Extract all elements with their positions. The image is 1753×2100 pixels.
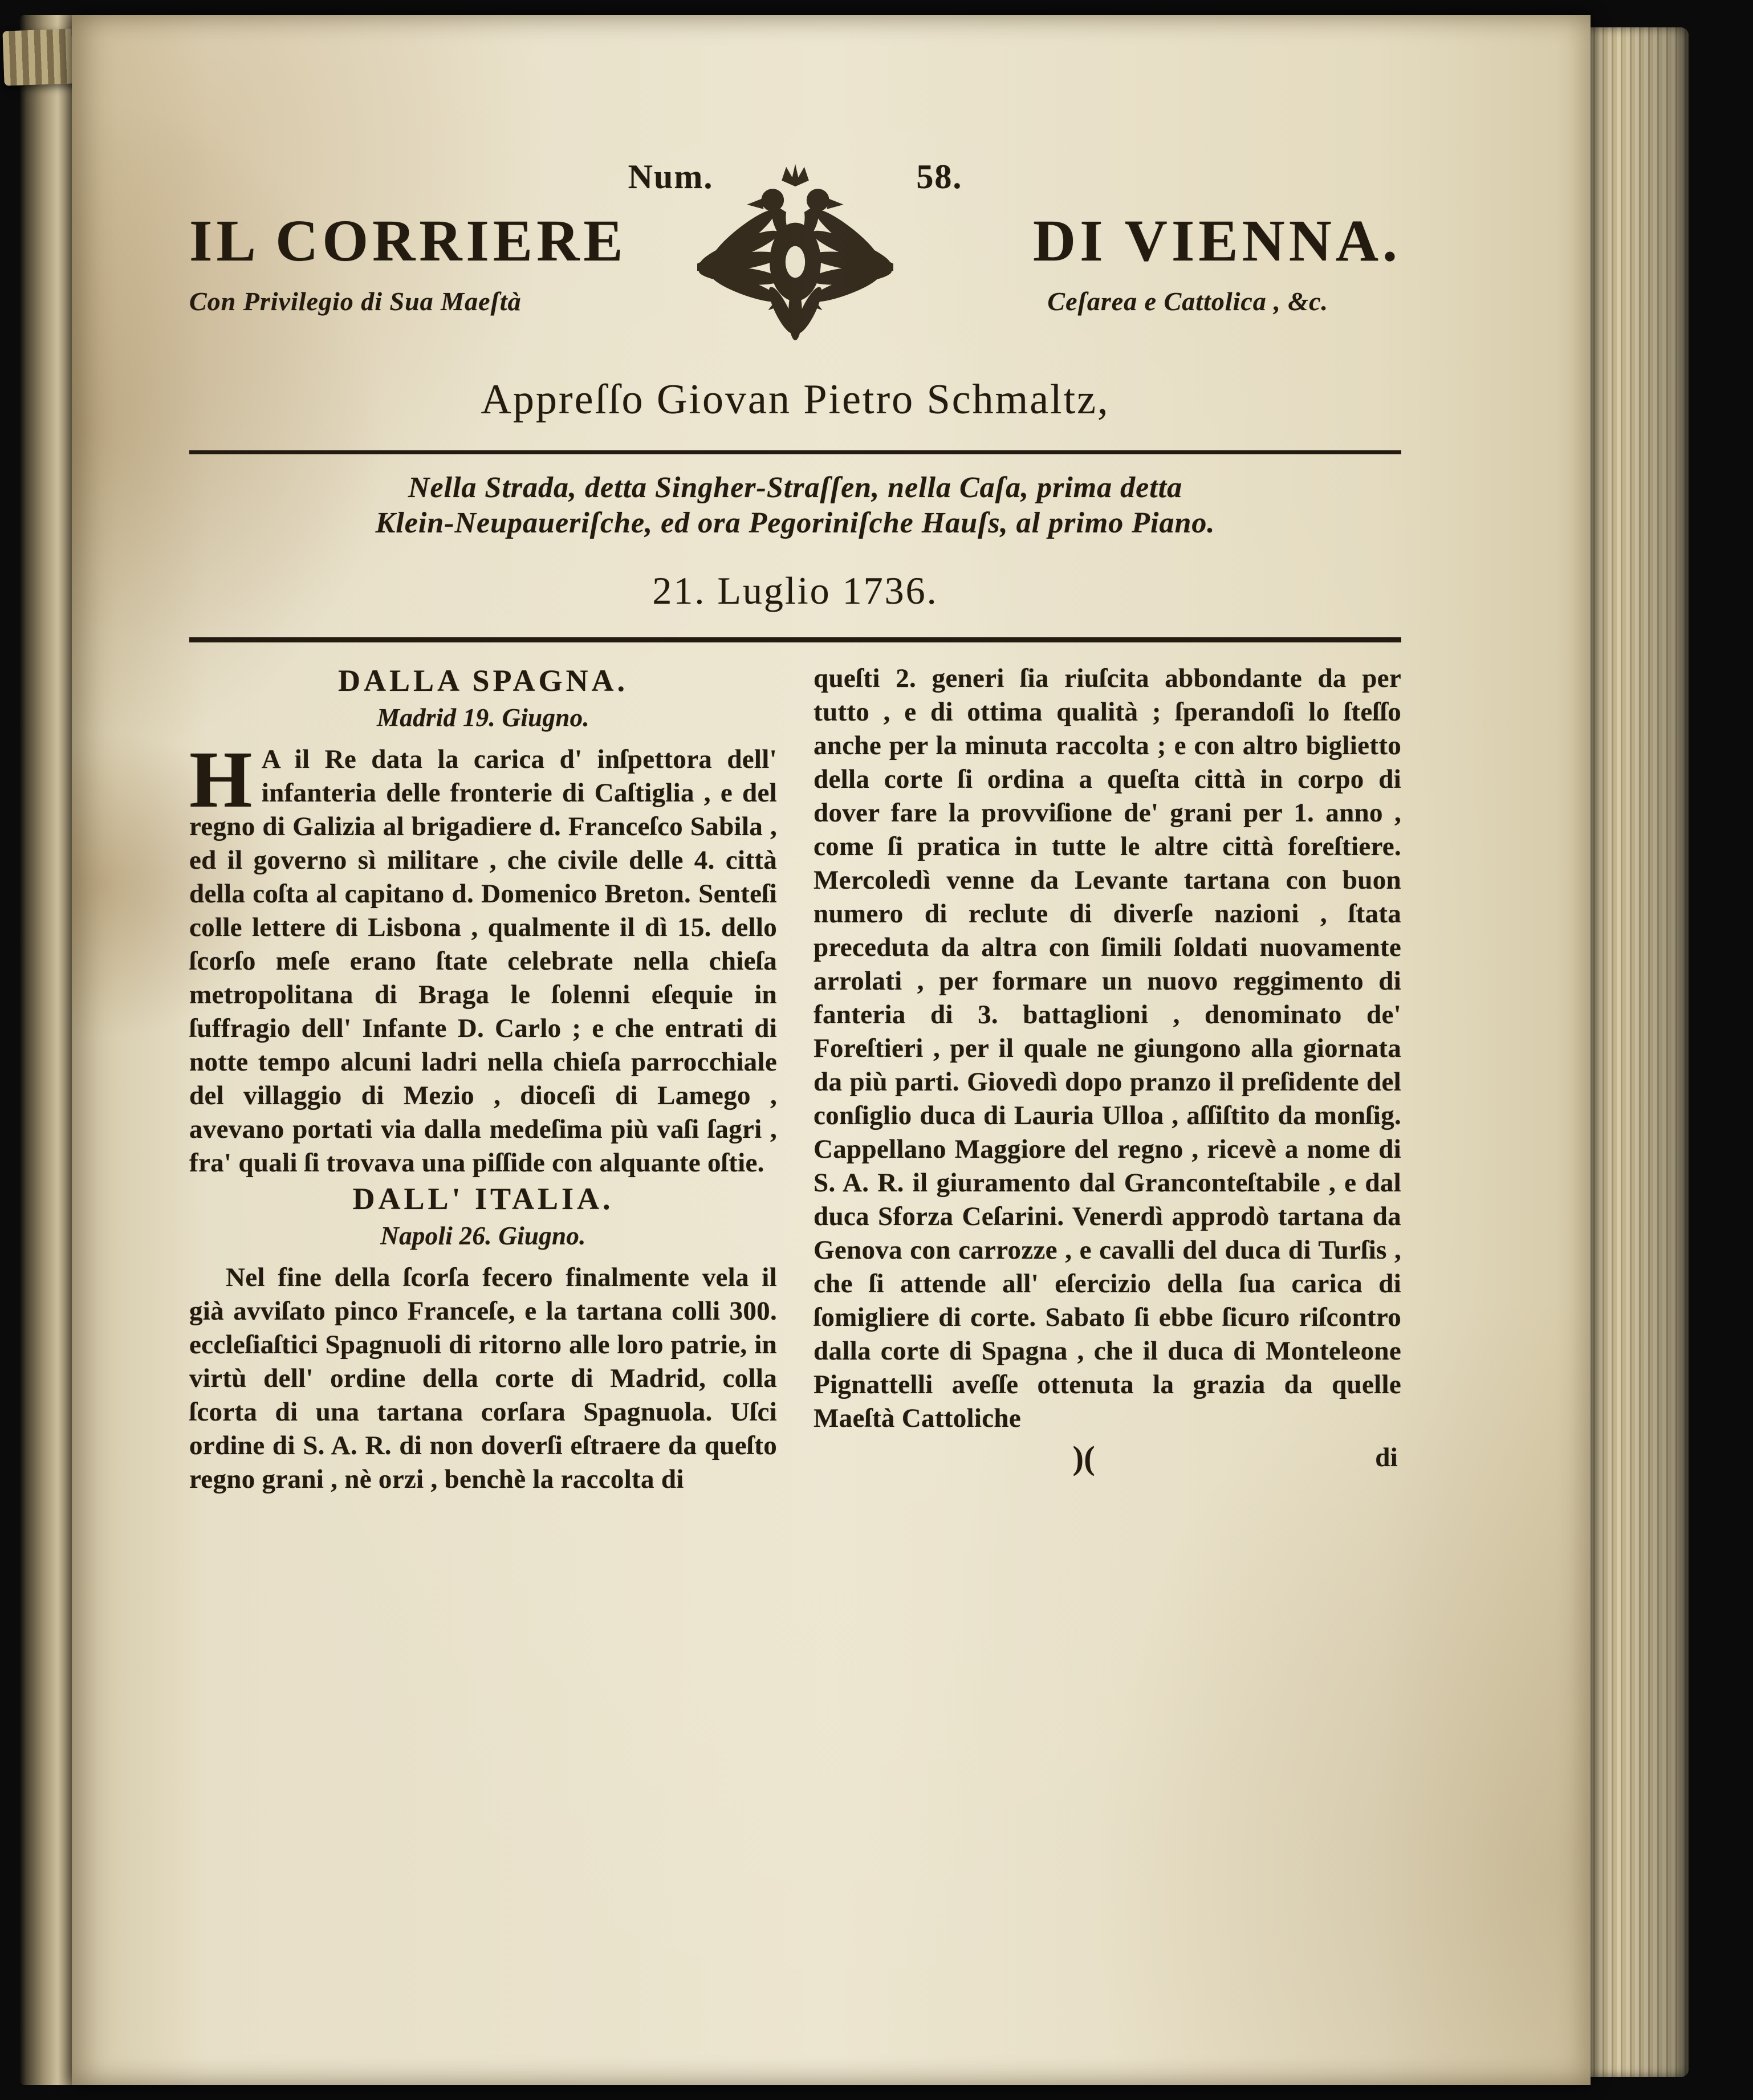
publisher-line: Appreſſo Giovan Pietro Schmaltz, <box>481 376 1110 423</box>
horizontal-rule-columns <box>189 637 1401 642</box>
dateline-madrid: Madrid 19. Giugno. <box>377 703 589 732</box>
address-line-2: Klein-Neupaueriſche, ed ora Pegoriniſche Hauſs, al primo Piano. <box>375 507 1215 539</box>
section-heading-italia: DALL' ITALIA. <box>352 1182 614 1216</box>
masthead-title <box>189 207 1401 275</box>
left-column <box>189 662 777 1496</box>
signature-mark: )( <box>1072 1439 1095 1476</box>
column-footer <box>814 1441 1401 1481</box>
privilege-line <box>189 286 1401 316</box>
page-edge-stack <box>1589 27 1689 2077</box>
article-columns <box>189 662 1401 1496</box>
drop-cap: H <box>189 734 253 824</box>
article-italia: Nel fine della ſcorſa fecero finalmente vela il già avviſato pinco Franceſe, e la tartana colli 300. eccleſiaſtici Spagnuoli di ritorno alle loro patrie, in virtù dell' ordine della corte di Madrid, colla ſcorta di una tartana corſara Spagnuola. Uſci ordine di S. A. R. di non doverſi eſtraere da queſto regno grani , nè orzi , benchè la raccolta di <box>189 1263 777 1494</box>
horizontal-rule-top <box>189 450 1401 454</box>
masthead-title-right: DI VIENNA. <box>1033 208 1401 274</box>
issue-number-row <box>189 157 1401 197</box>
newspaper-page <box>72 15 1591 2085</box>
article-spagna-text: A il Re data la carica d' inſpettora dell' infanteria delle fronterie di Caſtiglia , e del regno di Galizia al brigadiere d. Franceſco Sabila , ed il governo sì militare , che civile delle 4. città della coſta al capitano d. Domenico Breton. Senteſi colle lettere di Lisbona , qualmente il dì 15. dello ſcorſo meſe erano ſtate celebrate nella chieſa metropolitana di Braga le ſolenni eſequie in ſuffragio dell' Infante D. Carlo ; e che entrati di notte tempo alcuni ladri nella chieſa parrocchiale del villaggio di Mezio , dioceſi di Lamego , avevano portati via dalla medeſima più vaſi ſagri , fra' quali ſi trovava una piſſide con alquante oſtie. <box>189 744 777 1178</box>
privilege-left: Con Privilegio di Sua Maeſtà <box>189 287 522 316</box>
section-heading-spagna: DALLA SPAGNA. <box>337 664 629 698</box>
privilege-right: Ceſarea e Cattolica , &c. <box>1047 287 1328 316</box>
num-label: Num. <box>628 158 714 196</box>
address-line-1: Nella Strada, detta Singher-Straſſen, nella Caſa, prima detta <box>408 471 1183 504</box>
page-content <box>72 15 1591 1496</box>
article-spagna <box>189 734 777 1180</box>
catchword: di <box>1375 1443 1398 1472</box>
masthead-title-left: IL CORRIERE <box>189 208 627 274</box>
right-column <box>814 662 1401 1496</box>
dateline-napoli: Napoli 26. Giugno. <box>380 1222 586 1250</box>
address-lines <box>189 470 1401 541</box>
masthead <box>189 157 1401 642</box>
article-continuation: queſti 2. generi ſia riuſcita abbondante da per tutto , e di ottima qualità ; ſperandoſi lo ſteſſo anche per la minuta raccolta ; e con altro biglietto della corte ſi ordina a queſta città in corpo di dover fare la provviſione de' grani per 1. anno , come ſi pratica in tutte le altre città foreſtiere. Mercoledì venne da Levante tartana con buon numero di reclute di diverſe nazioni , ſtata preceduta da altra con ſimili ſoldati nuovamente arrolati , per formare un nuovo reggimento di fanteria di 3. battaglioni , denominato de' Foreſtieri , per il quale ne giungono alla giornata da più parti. Giovedì dopo pranzo il preſidente del conſiglio duca di Lauria Ulloa , aſſiſtito da monſig. Cappellano Maggiore del regno , ricevè a nome di S. A. R. il giuramento dal Granconteſtabile , e dal duca Sforza Ceſarini. Venerdì approdò tartana da Genova con carrozze , e cavalli del duca di Turſis , che ſi attende all' eſercizio della ſua carica di ſomigliere di corte. Sabato ſi ebbe ſicuro riſcontro dalla corte di Spagna , che il duca di Monteleone Pignattelli aveſſe ottenuta la grazia da quelle Maeſtà Cattoliche <box>814 664 1401 1433</box>
issue-number: 58. <box>916 158 963 196</box>
issue-date: 21. Luglio 1736. <box>652 569 938 612</box>
